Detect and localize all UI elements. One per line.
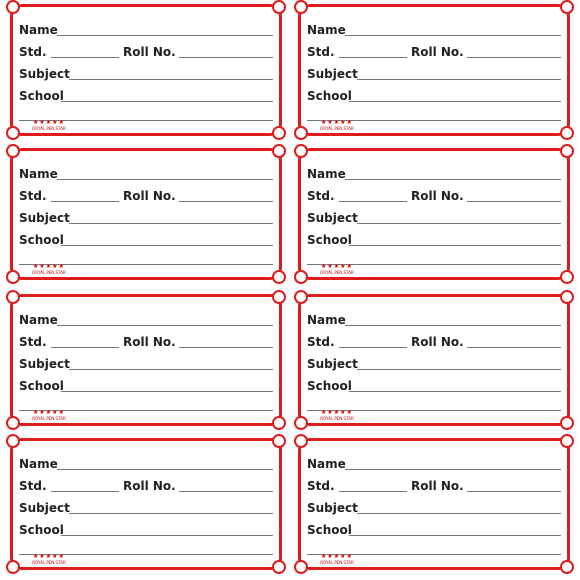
star-icon: ★★★★★ bbox=[321, 263, 353, 270]
roll-no-label: Roll No. bbox=[123, 189, 176, 203]
corner-notch bbox=[6, 560, 20, 574]
name-label: Name bbox=[307, 23, 346, 37]
star-icon: ★★★★★ bbox=[321, 409, 353, 416]
corner-notch bbox=[272, 126, 286, 140]
corner-notch bbox=[294, 416, 308, 430]
corner-notch bbox=[560, 126, 574, 140]
school-label: School bbox=[307, 379, 352, 393]
brand-text: ROYAL PEN STAR bbox=[320, 560, 354, 565]
brand-logo bbox=[317, 264, 357, 276]
name-field-line[interactable] bbox=[345, 179, 561, 180]
brand-text: ROYAL PEN STAR bbox=[32, 270, 66, 275]
corner-notch bbox=[560, 270, 574, 284]
name-field-line[interactable] bbox=[57, 35, 273, 36]
name-label-sticker bbox=[298, 294, 570, 426]
name-label: Name bbox=[307, 167, 346, 181]
school-field-line[interactable] bbox=[349, 391, 561, 392]
brand-logo bbox=[317, 120, 357, 132]
school-row bbox=[307, 87, 561, 105]
school-label: School bbox=[307, 523, 352, 537]
std-label: Std. bbox=[19, 479, 47, 493]
std-label: Std. bbox=[307, 45, 335, 59]
name-row bbox=[19, 311, 273, 329]
std-roll-row bbox=[307, 43, 561, 61]
std-roll-row bbox=[19, 477, 273, 495]
roll-no-field-line[interactable] bbox=[179, 57, 273, 58]
name-label-sticker bbox=[10, 4, 282, 136]
std-field-line[interactable] bbox=[51, 347, 119, 348]
subject-field-line[interactable] bbox=[357, 513, 561, 514]
subject-row bbox=[19, 355, 273, 373]
roll-no-field-line[interactable] bbox=[467, 347, 561, 348]
std-label: Std. bbox=[307, 335, 335, 349]
school-field-line[interactable] bbox=[349, 245, 561, 246]
school-row bbox=[19, 377, 273, 395]
name-row bbox=[19, 455, 273, 473]
brand-logo bbox=[29, 554, 69, 566]
corner-notch bbox=[294, 270, 308, 284]
name-label: Name bbox=[19, 23, 58, 37]
subject-row bbox=[19, 209, 273, 227]
star-icon: ★★★★★ bbox=[33, 119, 65, 126]
subject-row bbox=[307, 209, 561, 227]
subject-row bbox=[19, 499, 273, 517]
brand-logo bbox=[317, 410, 357, 422]
brand-text: ROYAL PEN STAR bbox=[320, 416, 354, 421]
name-label-sticker bbox=[298, 148, 570, 280]
subject-row bbox=[307, 499, 561, 517]
star-icon: ★★★★★ bbox=[33, 263, 65, 270]
school-field-line[interactable] bbox=[61, 535, 273, 536]
std-field-line[interactable] bbox=[339, 491, 407, 492]
name-label: Name bbox=[19, 457, 58, 471]
roll-no-label: Roll No. bbox=[411, 335, 464, 349]
roll-no-label: Roll No. bbox=[411, 45, 464, 59]
roll-no-field-line[interactable] bbox=[179, 347, 273, 348]
name-row bbox=[307, 165, 561, 183]
subject-field-line[interactable] bbox=[69, 513, 273, 514]
name-label: Name bbox=[307, 313, 346, 327]
school-row bbox=[19, 231, 273, 249]
std-label: Std. bbox=[307, 479, 335, 493]
name-row bbox=[19, 165, 273, 183]
school-label: School bbox=[19, 89, 64, 103]
roll-no-label: Roll No. bbox=[411, 189, 464, 203]
school-row bbox=[19, 521, 273, 539]
subject-row bbox=[307, 355, 561, 373]
corner-notch bbox=[560, 416, 574, 430]
school-field-line[interactable] bbox=[61, 101, 273, 102]
subject-label: Subject bbox=[307, 357, 358, 371]
corner-notch bbox=[294, 560, 308, 574]
school-field-line[interactable] bbox=[61, 391, 273, 392]
school-field-line[interactable] bbox=[61, 245, 273, 246]
std-roll-row bbox=[307, 477, 561, 495]
roll-no-field-line[interactable] bbox=[179, 491, 273, 492]
name-field-line[interactable] bbox=[345, 469, 561, 470]
subject-field-line[interactable] bbox=[357, 79, 561, 80]
roll-no-field-line[interactable] bbox=[467, 491, 561, 492]
std-roll-row bbox=[307, 333, 561, 351]
star-icon: ★★★★★ bbox=[321, 553, 353, 560]
brand-logo bbox=[317, 554, 357, 566]
school-label: School bbox=[19, 233, 64, 247]
name-row bbox=[19, 21, 273, 39]
std-label: Std. bbox=[19, 45, 47, 59]
name-label: Name bbox=[19, 167, 58, 181]
name-label-sticker bbox=[10, 148, 282, 280]
corner-notch bbox=[294, 126, 308, 140]
roll-no-field-line[interactable] bbox=[179, 201, 273, 202]
name-label-sticker bbox=[10, 294, 282, 426]
subject-field-line[interactable] bbox=[69, 79, 273, 80]
roll-no-label: Roll No. bbox=[411, 479, 464, 493]
name-row bbox=[307, 21, 561, 39]
brand-logo bbox=[29, 120, 69, 132]
name-row bbox=[307, 311, 561, 329]
school-field-line[interactable] bbox=[349, 535, 561, 536]
brand-text: ROYAL PEN STAR bbox=[32, 126, 66, 131]
roll-no-field-line[interactable] bbox=[467, 201, 561, 202]
name-label-sticker bbox=[298, 438, 570, 570]
star-icon: ★★★★★ bbox=[321, 119, 353, 126]
std-field-line[interactable] bbox=[51, 57, 119, 58]
corner-notch bbox=[272, 416, 286, 430]
brand-logo bbox=[29, 410, 69, 422]
subject-label: Subject bbox=[307, 501, 358, 515]
corner-notch bbox=[560, 560, 574, 574]
subject-label: Subject bbox=[19, 211, 70, 225]
name-label-sticker bbox=[10, 438, 282, 570]
std-field-line[interactable] bbox=[339, 57, 407, 58]
std-roll-row bbox=[19, 333, 273, 351]
roll-no-label: Roll No. bbox=[123, 45, 176, 59]
subject-row bbox=[307, 65, 561, 83]
corner-notch bbox=[6, 270, 20, 284]
name-field-line[interactable] bbox=[57, 179, 273, 180]
std-roll-row bbox=[307, 187, 561, 205]
school-label: School bbox=[19, 523, 64, 537]
name-row bbox=[307, 455, 561, 473]
name-field-line[interactable] bbox=[57, 325, 273, 326]
brand-logo bbox=[29, 264, 69, 276]
name-label: Name bbox=[307, 457, 346, 471]
subject-label: Subject bbox=[307, 67, 358, 81]
std-label: Std. bbox=[19, 189, 47, 203]
brand-text: ROYAL PEN STAR bbox=[320, 270, 354, 275]
school-row bbox=[307, 377, 561, 395]
school-field-line[interactable] bbox=[349, 101, 561, 102]
name-field-line[interactable] bbox=[57, 469, 273, 470]
std-label: Std. bbox=[307, 189, 335, 203]
star-icon: ★★★★★ bbox=[33, 409, 65, 416]
std-label: Std. bbox=[19, 335, 47, 349]
school-label: School bbox=[19, 379, 64, 393]
subject-row bbox=[19, 65, 273, 83]
roll-no-label: Roll No. bbox=[123, 335, 176, 349]
corner-notch bbox=[272, 270, 286, 284]
std-roll-row bbox=[19, 43, 273, 61]
subject-label: Subject bbox=[307, 211, 358, 225]
subject-field-line[interactable] bbox=[69, 369, 273, 370]
std-field-line[interactable] bbox=[339, 201, 407, 202]
std-field-line[interactable] bbox=[51, 201, 119, 202]
name-field-line[interactable] bbox=[345, 325, 561, 326]
std-field-line[interactable] bbox=[51, 491, 119, 492]
school-row bbox=[19, 87, 273, 105]
roll-no-field-line[interactable] bbox=[467, 57, 561, 58]
subject-label: Subject bbox=[19, 357, 70, 371]
school-row bbox=[307, 521, 561, 539]
std-roll-row bbox=[19, 187, 273, 205]
roll-no-label: Roll No. bbox=[123, 479, 176, 493]
school-label: School bbox=[307, 233, 352, 247]
brand-text: ROYAL PEN STAR bbox=[32, 560, 66, 565]
std-field-line[interactable] bbox=[339, 347, 407, 348]
star-icon: ★★★★★ bbox=[33, 553, 65, 560]
brand-text: ROYAL PEN STAR bbox=[32, 416, 66, 421]
school-label: School bbox=[307, 89, 352, 103]
name-label: Name bbox=[19, 313, 58, 327]
subject-label: Subject bbox=[19, 501, 70, 515]
school-row bbox=[307, 231, 561, 249]
subject-field-line[interactable] bbox=[357, 223, 561, 224]
subject-field-line[interactable] bbox=[357, 369, 561, 370]
corner-notch bbox=[272, 560, 286, 574]
corner-notch bbox=[6, 416, 20, 430]
subject-field-line[interactable] bbox=[69, 223, 273, 224]
brand-text: ROYAL PEN STAR bbox=[320, 126, 354, 131]
name-label-sticker bbox=[298, 4, 570, 136]
corner-notch bbox=[6, 126, 20, 140]
subject-label: Subject bbox=[19, 67, 70, 81]
name-field-line[interactable] bbox=[345, 35, 561, 36]
